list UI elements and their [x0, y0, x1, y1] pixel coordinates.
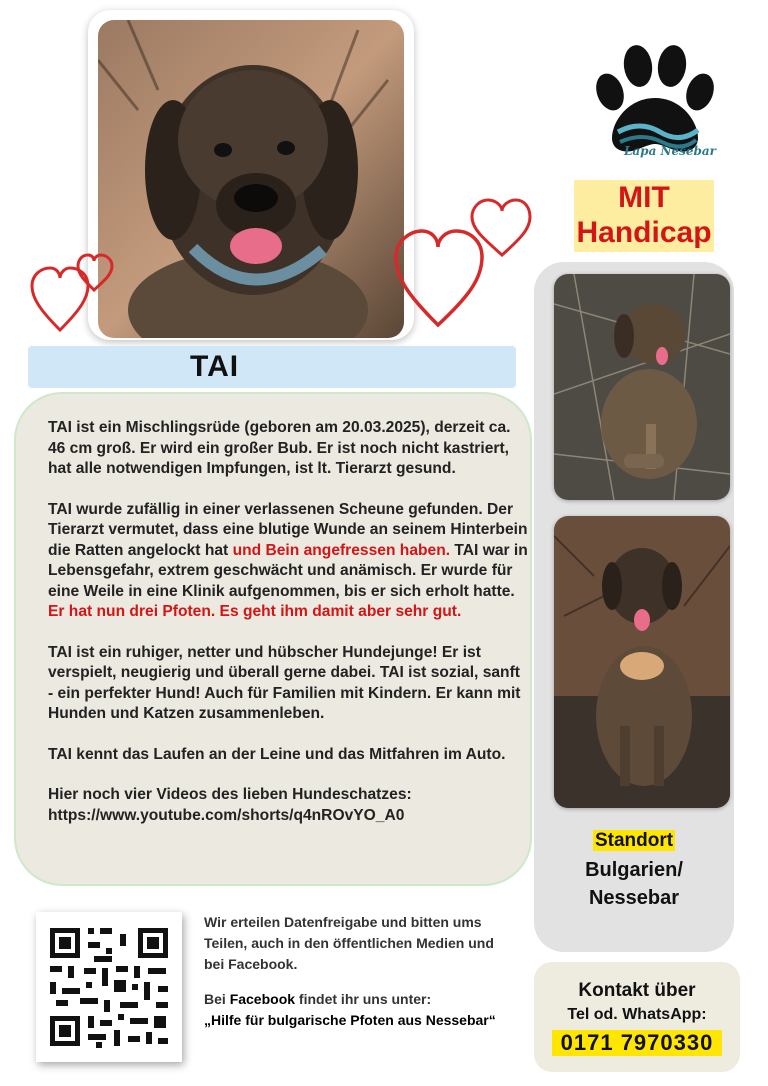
location-line-2: Nessebar [588, 887, 680, 909]
description-p2-text-b: TAI war in Lebensgefahr, extrem geschwächt und anämisch. Er wurde für eine Weile in eine Klinik aufgenommen, bis er sich erholt hatte. [48, 541, 528, 600]
badge-line-2: Handicap [576, 216, 712, 249]
description-p2-highlight-2: Er hat nun drei Pfoten. Es geht ihm damit aber sehr gut. [48, 603, 462, 620]
location-label [534, 830, 734, 852]
badge-line-1: MIT [618, 181, 670, 214]
description-paragraph-1: TAI ist ein Mischlingsrüde (geboren am 20.03.2025), derzeit ca. 46 cm groß. Er wird ein großer Bub. Er ist noch nicht kastriert, hat alle notwendigen Impfungen, ist lt. Tierarzt gesund. [48, 419, 511, 477]
contact-phone[interactable]: 0171 7970330 [552, 1030, 722, 1056]
facebook-label: Facebook [229, 991, 296, 1007]
description-p2-text-a: TAI wurde zufällig in einer verlassenen Scheune gefunden. Der Tierarzt vermutet, dass eine blutige Wunde an seinem Hinterbein die Ratten angelockt hat [48, 500, 528, 559]
qr-code-icon[interactable] [36, 912, 182, 1062]
name-bar [28, 346, 516, 388]
location-value [534, 856, 734, 912]
share-paragraph-1: Wir erteilen Datenfreigabe und bitten ums Teilen, auch in den öffentlichen Medien und bei Facebook. [204, 914, 494, 972]
dog-photo-front [554, 516, 730, 808]
dog-name: TAI [190, 350, 240, 383]
share-text [204, 912, 504, 1045]
share-paragraph-2 [204, 989, 504, 1031]
location-line-1: Bulgarien/ [585, 859, 683, 881]
dog-portrait-image [98, 20, 404, 338]
location-label-text: Standort [594, 830, 674, 851]
video-link[interactable]: https://www.youtube.com/shorts/q4nROvYO_A0 [48, 806, 405, 824]
dog-sitting-image [554, 274, 730, 500]
qr-code-card [36, 912, 182, 1062]
description-paragraph-5 [48, 785, 528, 826]
share-p2-a: Bei [204, 991, 230, 1007]
description-paragraph-3: TAI ist ein ruhiger, netter und hübscher Hundejunge! Er ist verspielt, neugierig und überall gerne dabei. TAI ist sozial, sanft - ein perfekter Hund! Auch für Familien mit Kindern. Er kann mit Hunden und Katzen zusammenleben. [48, 643, 521, 722]
description-paragraph-4: TAI kennt das Laufen an der Leine und das Mitfahren im Auto. [48, 745, 506, 763]
heart-decoration-icon [30, 250, 120, 334]
description-text [48, 418, 528, 846]
logo-text: Lapa Nesebar [623, 144, 717, 158]
video-intro: Hier noch vier Videos des lieben Hundeschatzes: [48, 786, 412, 803]
handicap-badge [574, 180, 714, 252]
dog-photo-sitting [554, 274, 730, 500]
description-p2-highlight-1: und Bein angefressen haben. [232, 541, 451, 559]
contact-subtitle: Tel od. WhatsApp: [567, 1006, 707, 1023]
contact-title: Kontakt über [578, 980, 696, 1001]
main-dog-photo [88, 10, 414, 340]
facebook-group-name: „Hilfe für bulgarische Pfoten aus Nessebar“ [204, 1012, 496, 1028]
description-paragraph-2 [48, 500, 528, 623]
dog-front-image [554, 516, 730, 808]
share-p2-b: findet ihr uns unter: [295, 991, 432, 1007]
heart-decoration-icon [392, 195, 532, 335]
